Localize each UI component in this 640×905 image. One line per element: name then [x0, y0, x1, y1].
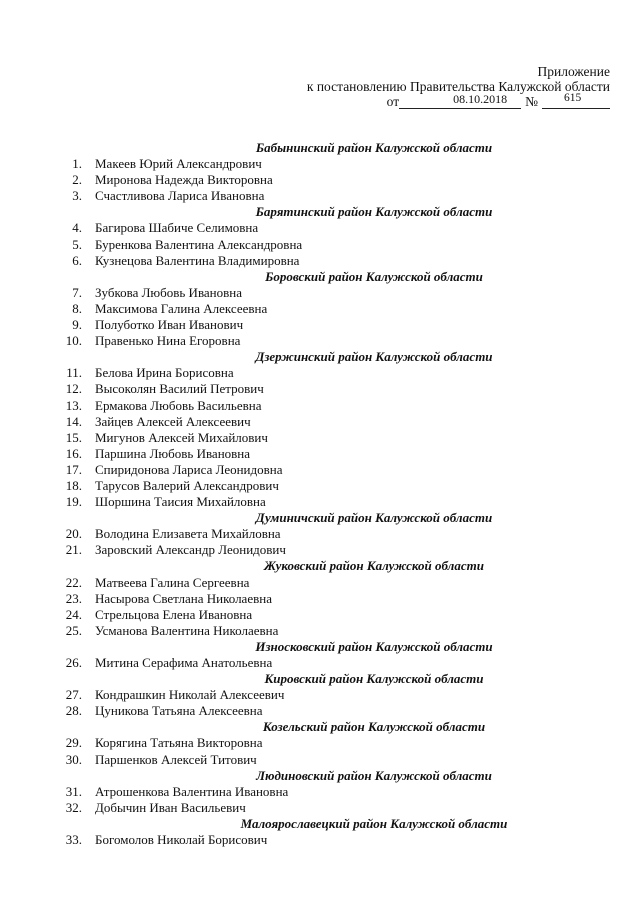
- date-number-line: [307, 94, 610, 109]
- item-number: 1.: [72, 156, 82, 172]
- list-item: [60, 301, 580, 317]
- district-heading: Жуковский район Калужской области: [264, 558, 484, 574]
- item-number: 14.: [65, 413, 82, 429]
- person-name: Кузнецова Валентина Владимировна: [95, 252, 300, 268]
- list-item: [60, 752, 580, 768]
- date-field: [399, 94, 521, 109]
- person-name: Кондрашкин Николай Алексеевич: [95, 687, 285, 703]
- person-name: Макеев Юрий Александрович: [95, 156, 262, 172]
- item-number: 22.: [65, 574, 82, 590]
- person-name: Миронова Надежда Викторовна: [95, 172, 273, 188]
- item-number: 32.: [65, 799, 82, 815]
- person-name: Счастливова Лариса Ивановна: [95, 188, 265, 204]
- person-name: Зайцев Алексей Алексеевич: [95, 413, 251, 429]
- item-number: 15.: [65, 429, 82, 445]
- item-number: 10.: [65, 333, 82, 349]
- item-number: 5.: [72, 236, 82, 252]
- item-number: 19.: [65, 494, 82, 510]
- item-number: 31.: [65, 783, 82, 799]
- person-name: Правенько Нина Егоровна: [95, 333, 241, 349]
- person-name: Усманова Валентина Николаевна: [95, 622, 279, 638]
- item-number: 20.: [65, 526, 82, 542]
- list-item: [60, 832, 580, 848]
- list-item: [60, 220, 580, 236]
- person-name: Насырова Светлана Николаевна: [95, 590, 272, 606]
- person-name: Тарусов Валерий Александрович: [95, 477, 279, 493]
- item-number: 25.: [65, 622, 82, 638]
- list-item: [60, 784, 580, 800]
- nominee-list: [60, 140, 580, 848]
- district-heading: Думиничский район Калужской области: [255, 510, 493, 526]
- person-name: Ермакова Любовь Васильевна: [95, 397, 262, 413]
- item-number: 13.: [65, 397, 82, 413]
- person-name: Стрельцова Елена Ивановна: [95, 606, 253, 622]
- district-heading: Боровский район Калужской области: [265, 268, 483, 284]
- from-label: от: [386, 94, 400, 109]
- list-item: [60, 623, 580, 639]
- person-name: Буренкова Валентина Александровна: [95, 236, 303, 252]
- list-item: [60, 188, 580, 204]
- item-number: 9.: [72, 317, 82, 333]
- person-name: Паршенков Алексей Титович: [95, 751, 257, 767]
- person-name: Мигунов Алексей Михайлович: [95, 429, 268, 445]
- item-number: 27.: [65, 687, 82, 703]
- district-heading: Людиновский район Калужской области: [256, 767, 492, 783]
- list-item: [60, 172, 580, 188]
- person-name: Зубкова Любовь Ивановна: [95, 284, 243, 300]
- person-name: Максимова Галина Алексеевна: [95, 300, 268, 316]
- list-item: [60, 365, 580, 381]
- district-heading: Кировский район Калужской области: [264, 671, 484, 687]
- list-item: [60, 253, 580, 269]
- item-number: 29.: [65, 735, 82, 751]
- person-name: Высоколян Василий Петрович: [95, 381, 264, 397]
- number-field: [542, 94, 610, 109]
- item-number: 21.: [65, 542, 82, 558]
- item-number: 2.: [72, 172, 82, 188]
- item-number: 16.: [65, 445, 82, 461]
- item-number: 26.: [65, 655, 82, 670]
- resolution-reference: к постановлению Правительства Калужской области: [306, 79, 610, 94]
- item-number: 7.: [72, 284, 82, 300]
- person-name: Цуникова Татьяна Алексеевна: [95, 703, 263, 719]
- list-item: [60, 430, 580, 446]
- item-number: 18.: [65, 477, 82, 493]
- person-name: Багирова Шабиче Селимовна: [95, 220, 259, 236]
- item-number: 33.: [65, 832, 82, 848]
- appendix-title: Приложение: [537, 64, 610, 79]
- district-heading: Износковский район Калужской области: [255, 638, 493, 654]
- list-item: [60, 446, 580, 462]
- person-name: Спиридонова Лариса Леонидовна: [95, 461, 283, 477]
- list-item: [60, 526, 580, 542]
- person-name: Матвеева Галина Сергеевна: [95, 574, 250, 590]
- item-number: 28.: [65, 703, 82, 719]
- item-number: 24.: [65, 606, 82, 622]
- person-name: Добычин Иван Васильевич: [95, 799, 246, 815]
- item-number: 3.: [72, 188, 82, 204]
- district-heading: Козельский район Калужской области: [262, 719, 486, 735]
- list-item: [60, 735, 580, 751]
- list-item: [60, 317, 580, 333]
- item-number: 4.: [72, 220, 82, 236]
- list-item: [60, 285, 580, 301]
- list-item: [60, 398, 580, 414]
- district-heading: Барятинский район Калужской области: [255, 204, 493, 220]
- list-item: [60, 237, 580, 253]
- person-name: Белова Ирина Борисовна: [95, 365, 234, 381]
- list-item: [60, 703, 580, 719]
- item-number: 8.: [72, 300, 82, 316]
- district-heading: Бабынинский район Калужской области: [255, 140, 493, 155]
- appendix-header: [307, 64, 610, 109]
- number-label: №: [525, 94, 538, 109]
- person-name: Митина Серафима Анатольевна: [95, 655, 273, 670]
- list-item: [60, 333, 580, 349]
- list-item: [60, 478, 580, 494]
- date-value: 08.10.2018: [453, 92, 508, 106]
- item-number: 12.: [65, 381, 82, 397]
- person-name: Богомолов Николай Борисович: [95, 832, 268, 848]
- person-name: Полуботко Иван Иванович: [95, 317, 244, 333]
- number-value: 615: [564, 92, 582, 104]
- item-number: 6.: [72, 252, 82, 268]
- district-heading: Малоярославецкий район Калужской области: [240, 815, 508, 831]
- list-item: [60, 542, 580, 558]
- person-name: Атрошенкова Валентина Ивановна: [95, 783, 289, 799]
- list-item: [60, 462, 580, 478]
- list-item: [60, 655, 580, 671]
- person-name: Корягина Татьяна Викторовна: [95, 735, 263, 751]
- list-item: [60, 575, 580, 591]
- district-heading: Дзержинский район Калужской области: [255, 349, 493, 365]
- list-item: [60, 591, 580, 607]
- item-number: 23.: [65, 590, 82, 606]
- list-item: [60, 414, 580, 430]
- list-item: [60, 156, 580, 172]
- person-name: Володина Елизавета Михайловна: [95, 526, 281, 542]
- list-item: [60, 607, 580, 623]
- person-name: Заровский Александр Леонидович: [95, 542, 286, 558]
- list-item: [60, 800, 580, 816]
- person-name: Шоршина Таисия Михайловна: [95, 494, 266, 510]
- list-item: [60, 687, 580, 703]
- person-name: Паршина Любовь Ивановна: [95, 445, 251, 461]
- list-item: [60, 494, 580, 510]
- item-number: 30.: [65, 751, 82, 767]
- item-number: 17.: [65, 461, 82, 477]
- list-item: [60, 381, 580, 397]
- item-number: 11.: [66, 365, 82, 381]
